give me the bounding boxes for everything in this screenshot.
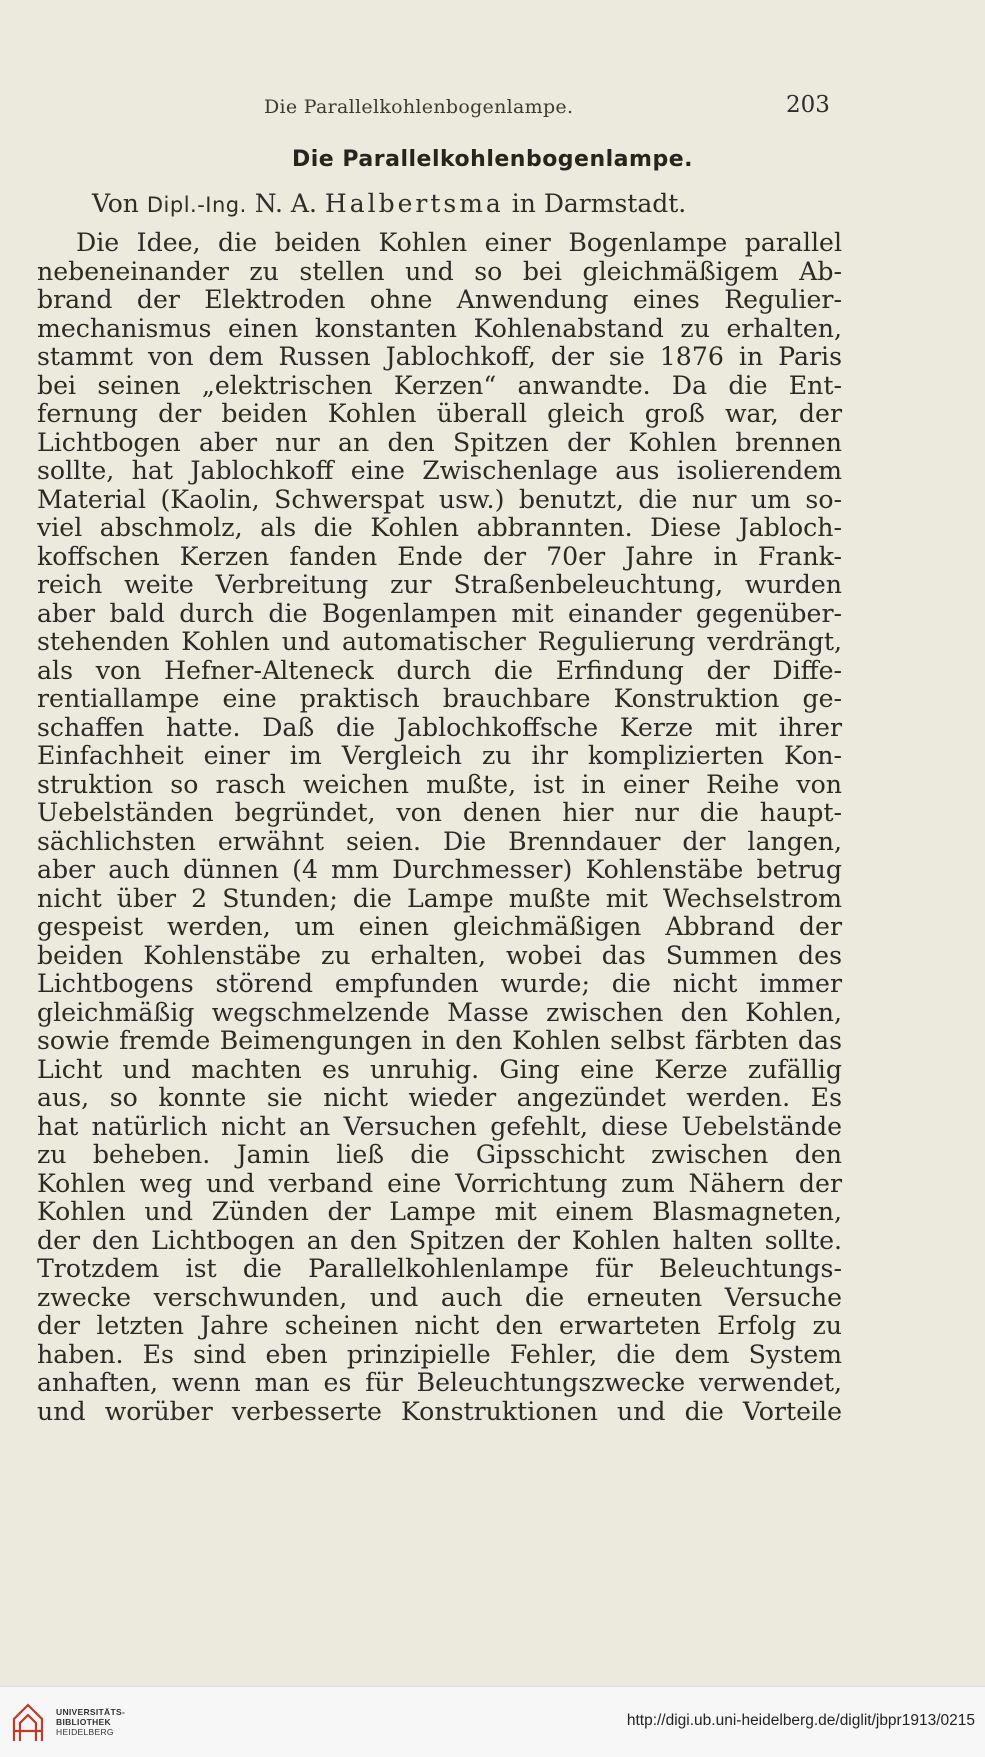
text-line: stehenden Kohlen und automatischer Regulierung verdrängt, [37,627,842,656]
text-line: viel abschmolz, als die Kohlen abbrannten. Diese Jabloch- [37,513,842,542]
text-line: Kohlen weg und verband eine Vorrichtung zum Nähern der [37,1168,842,1198]
text-line: bei seinen „elektrischen Kerzen“ anwandte. Da die Ent- [37,370,842,400]
text-line: der den Lichtbogen an den Spitzen der Kohlen halten sollte. [37,1225,842,1255]
text-line: brand der Elektroden ohne Anwendung eines Regulier- [37,285,842,314]
text-line: Material (Kaolin, Schwerspat usw.) benutzt, die nur um so- [37,484,842,514]
text-line: rentiallampe eine praktisch brauchbare Konstruktion ge- [37,684,842,713]
byline-von: Von [92,189,139,218]
text-line: reich weite Verbreitung zur Straßenbeleuchtung, wurden [37,570,842,599]
byline [92,189,686,218]
text-line: nicht über 2 Stunden; die Lampe mußte mit Wechselstrom [37,883,842,913]
text-line: gleichmäßig wegschmelzende Masse zwischen den Kohlen, [37,997,842,1027]
text-line: nebeneinander zu stellen und so bei gleichmäßigem Ab- [37,256,842,286]
text-line: Uebelständen begründet, von denen hier nur die haupt- [37,798,842,827]
text-line: sächlichsten erwähnt seien. Die Brenndauer der langen, [37,826,842,856]
text-line: aber auch dünnen (4 mm Durchmesser) Kohlenstäbe betrug [37,855,842,884]
text-line: Die Idee, die beiden Kohlen einer Bogenlampe parallel [76,228,842,257]
text-line: als von Hefner-Alteneck durch die Erfindung der Diffe- [37,655,842,685]
text-line: sollte, hat Jablochkoff eine Zwischenlage aus isolierendem [37,456,842,485]
byline-degree: Dipl.-Ing. [146,193,247,217]
text-line: hat natürlich nicht an Versuchen gefehlt, diese Uebelstände [37,1111,842,1141]
text-line: zu beheben. Jamin ließ die Gipsschicht zwischen den [37,1140,842,1169]
library-name-line3: HEIDELBERG [56,1727,114,1737]
text-line: der letzten Jahre scheinen nicht den erwarteten Erfolg zu [37,1311,842,1340]
text-line: Einfachheit einer im Vergleich zu ihr komplizierten Kon- [37,741,842,770]
text-line: Licht und machten es unruhig. Ging eine Kerze zufällig [37,1054,842,1084]
byline-location: in Darmstadt. [511,189,687,218]
text-line: mechanismus einen konstanten Kohlenabstand zu erhalten, [37,313,842,343]
article-body [37,229,842,1426]
text-line: aber bald durch die Bogenlampen mit einander gegenüber- [37,598,842,628]
byline-author: Halbertsma [324,189,504,218]
library-name-line1: UNIVERSITÄTS- [56,1707,126,1717]
text-line: gespeist werden, um einen gleichmäßigen Abbrand der [37,912,842,941]
text-line: und worüber verbesserte Konstruktionen und die Vorteile [37,1396,842,1426]
footer-bar [0,1686,985,1757]
text-line: koffschen Kerzen fanden Ende der 70er Jahre in Frank- [37,541,842,571]
text-line: zwecke verschwunden, und auch die erneuten Versuche [37,1282,842,1312]
text-line: Lichtbogen aber nur an den Spitzen der Kohlen brennen [37,427,842,457]
text-line: beiden Kohlenstäbe zu erhalten, wobei das Summen des [37,940,842,970]
source-url-link[interactable]: http://digi.ub.uni-heidelberg.de/diglit/jbpr1913/0215 [626,1712,975,1729]
text-line: sowie fremde Beimengungen in den Kohlen selbst färbten das [37,1026,842,1055]
text-line: haben. Es sind eben prinzipielle Fehler, die dem System [37,1339,842,1369]
text-line: Kohlen und Zünden der Lampe mit einem Blasmagneten, [37,1197,842,1226]
library-name-line2: BIBLIOTHEK [56,1717,111,1727]
text-line: fernung der beiden Kohlen überall gleich groß war, der [37,399,842,428]
text-line: Lichtbogens störend empfunden wurde; die nicht immer [37,969,842,998]
text-line: schaffen hatte. Daß die Jablochkoffsche Kerze mit ihrer [37,712,842,742]
running-head: Die Parallelkohlenbogenlampe. [264,96,574,118]
text-line: anhaften, wenn man es für Beleuchtungszwecke verwendet, [37,1368,842,1397]
byline-initials: N. A. [254,189,317,218]
text-line: stammt von dem Russen Jablochkoff, der sie 1876 in Paris [37,342,842,371]
text-line: aus, so konnte sie nicht wieder angezündet werden. Es [37,1083,842,1112]
text-line: Trotzdem ist die Parallelkohlenlampe für Beleuchtungs- [37,1254,842,1283]
page-number: 203 [786,92,830,118]
library-name [56,1707,125,1737]
article-title: Die Parallelkohlenbogenlampe. [292,147,693,172]
library-logo-icon [10,1701,46,1745]
text-line: struktion so rasch weichen mußte, ist in einer Reihe von [37,769,842,799]
